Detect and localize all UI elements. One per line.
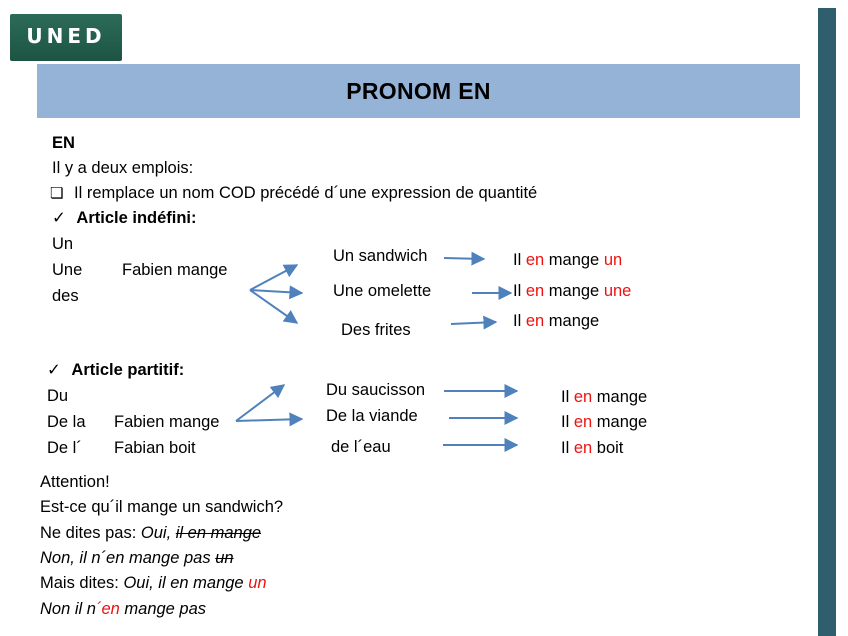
final-a: Non il n [40,600,96,618]
result-mid: mange [544,251,604,269]
result-en: en [573,439,593,457]
oui-text: Oui, [140,524,176,542]
result-mid: mange [544,282,604,300]
heading-en: EN [52,134,75,152]
struck-un: un [215,549,234,567]
mais-dites-text: Oui, il en mange [123,574,249,592]
question-line: Est-ce qu´il mange un sandwich? [40,498,284,516]
arrow-sandwich [444,258,484,259]
result-en: en [573,413,593,431]
result-end: une [603,282,632,300]
noun-omelette: Une omelette [333,282,432,300]
article-des: des [52,287,79,305]
subject-fabien-mange-2: Fabien mange [114,413,220,431]
result-en: en [525,251,545,269]
subject-fabien-mange: Fabien mange [122,261,228,279]
intro-line: Il y a deux emplois: [52,159,194,177]
section-partitif-label: Article partitif: [71,361,185,379]
result-end: un [603,251,623,269]
result-pre: Il [561,388,574,406]
noun-frites: Des frites [341,321,411,339]
bullet-text: Il remplace un nom COD précédé d´une expression de quantité [74,184,538,202]
mais-dites-un: un [248,574,267,592]
noun-sandwich: Un sandwich [333,247,428,265]
noun-eau: de l´eau [331,438,391,456]
article-une: Une [52,261,83,279]
result-pre: Il [561,439,574,457]
check-icon: ✓ [47,360,61,379]
slide-title: PRONOM EN [346,78,491,104]
attention-line: Attention! [40,473,110,491]
non-text: Non, il n´en mange pas [40,549,216,567]
ne-dites-pas-label: Ne dites pas: [40,524,141,542]
arrow-partitif-mid [236,419,302,421]
struck-text: il en mange [175,524,262,542]
article-du: Du [47,387,69,405]
logo-text: UNED [26,24,106,48]
result-pre: Il [513,251,526,269]
arrow-fan-up [250,265,297,290]
article-un: Un [52,235,74,253]
section-indefini-label: Article indéfini: [76,209,197,227]
noun-saucisson: Du saucisson [326,381,426,399]
result-mid: mange [592,388,648,406]
result-mid: boit [592,439,624,457]
final-en: ´en [95,600,120,618]
arrow-fan-down [250,290,297,323]
article-de-l: De l´ [47,439,82,457]
result-pre: Il [513,282,526,300]
result-en: en [525,312,545,330]
mais-dites-label: Mais dites: [40,574,124,592]
subject-fabian-boit: Fabian boit [114,439,196,457]
noun-viande: De la viande [326,407,418,425]
check-icon: ✓ [52,208,66,227]
result-en: en [525,282,545,300]
result-mid: mange [592,413,648,431]
arrow-partitif-up [236,385,284,421]
checkbox-icon: ❏ [50,184,64,202]
result-pre: Il [561,413,574,431]
result-en: en [573,388,593,406]
article-de-la: De la [47,413,86,431]
final-b: mange pas [119,600,207,618]
arrow-fan-mid [250,290,302,293]
result-mid: mange [544,312,600,330]
arrow-frites [451,322,496,324]
result-pre: Il [513,312,526,330]
